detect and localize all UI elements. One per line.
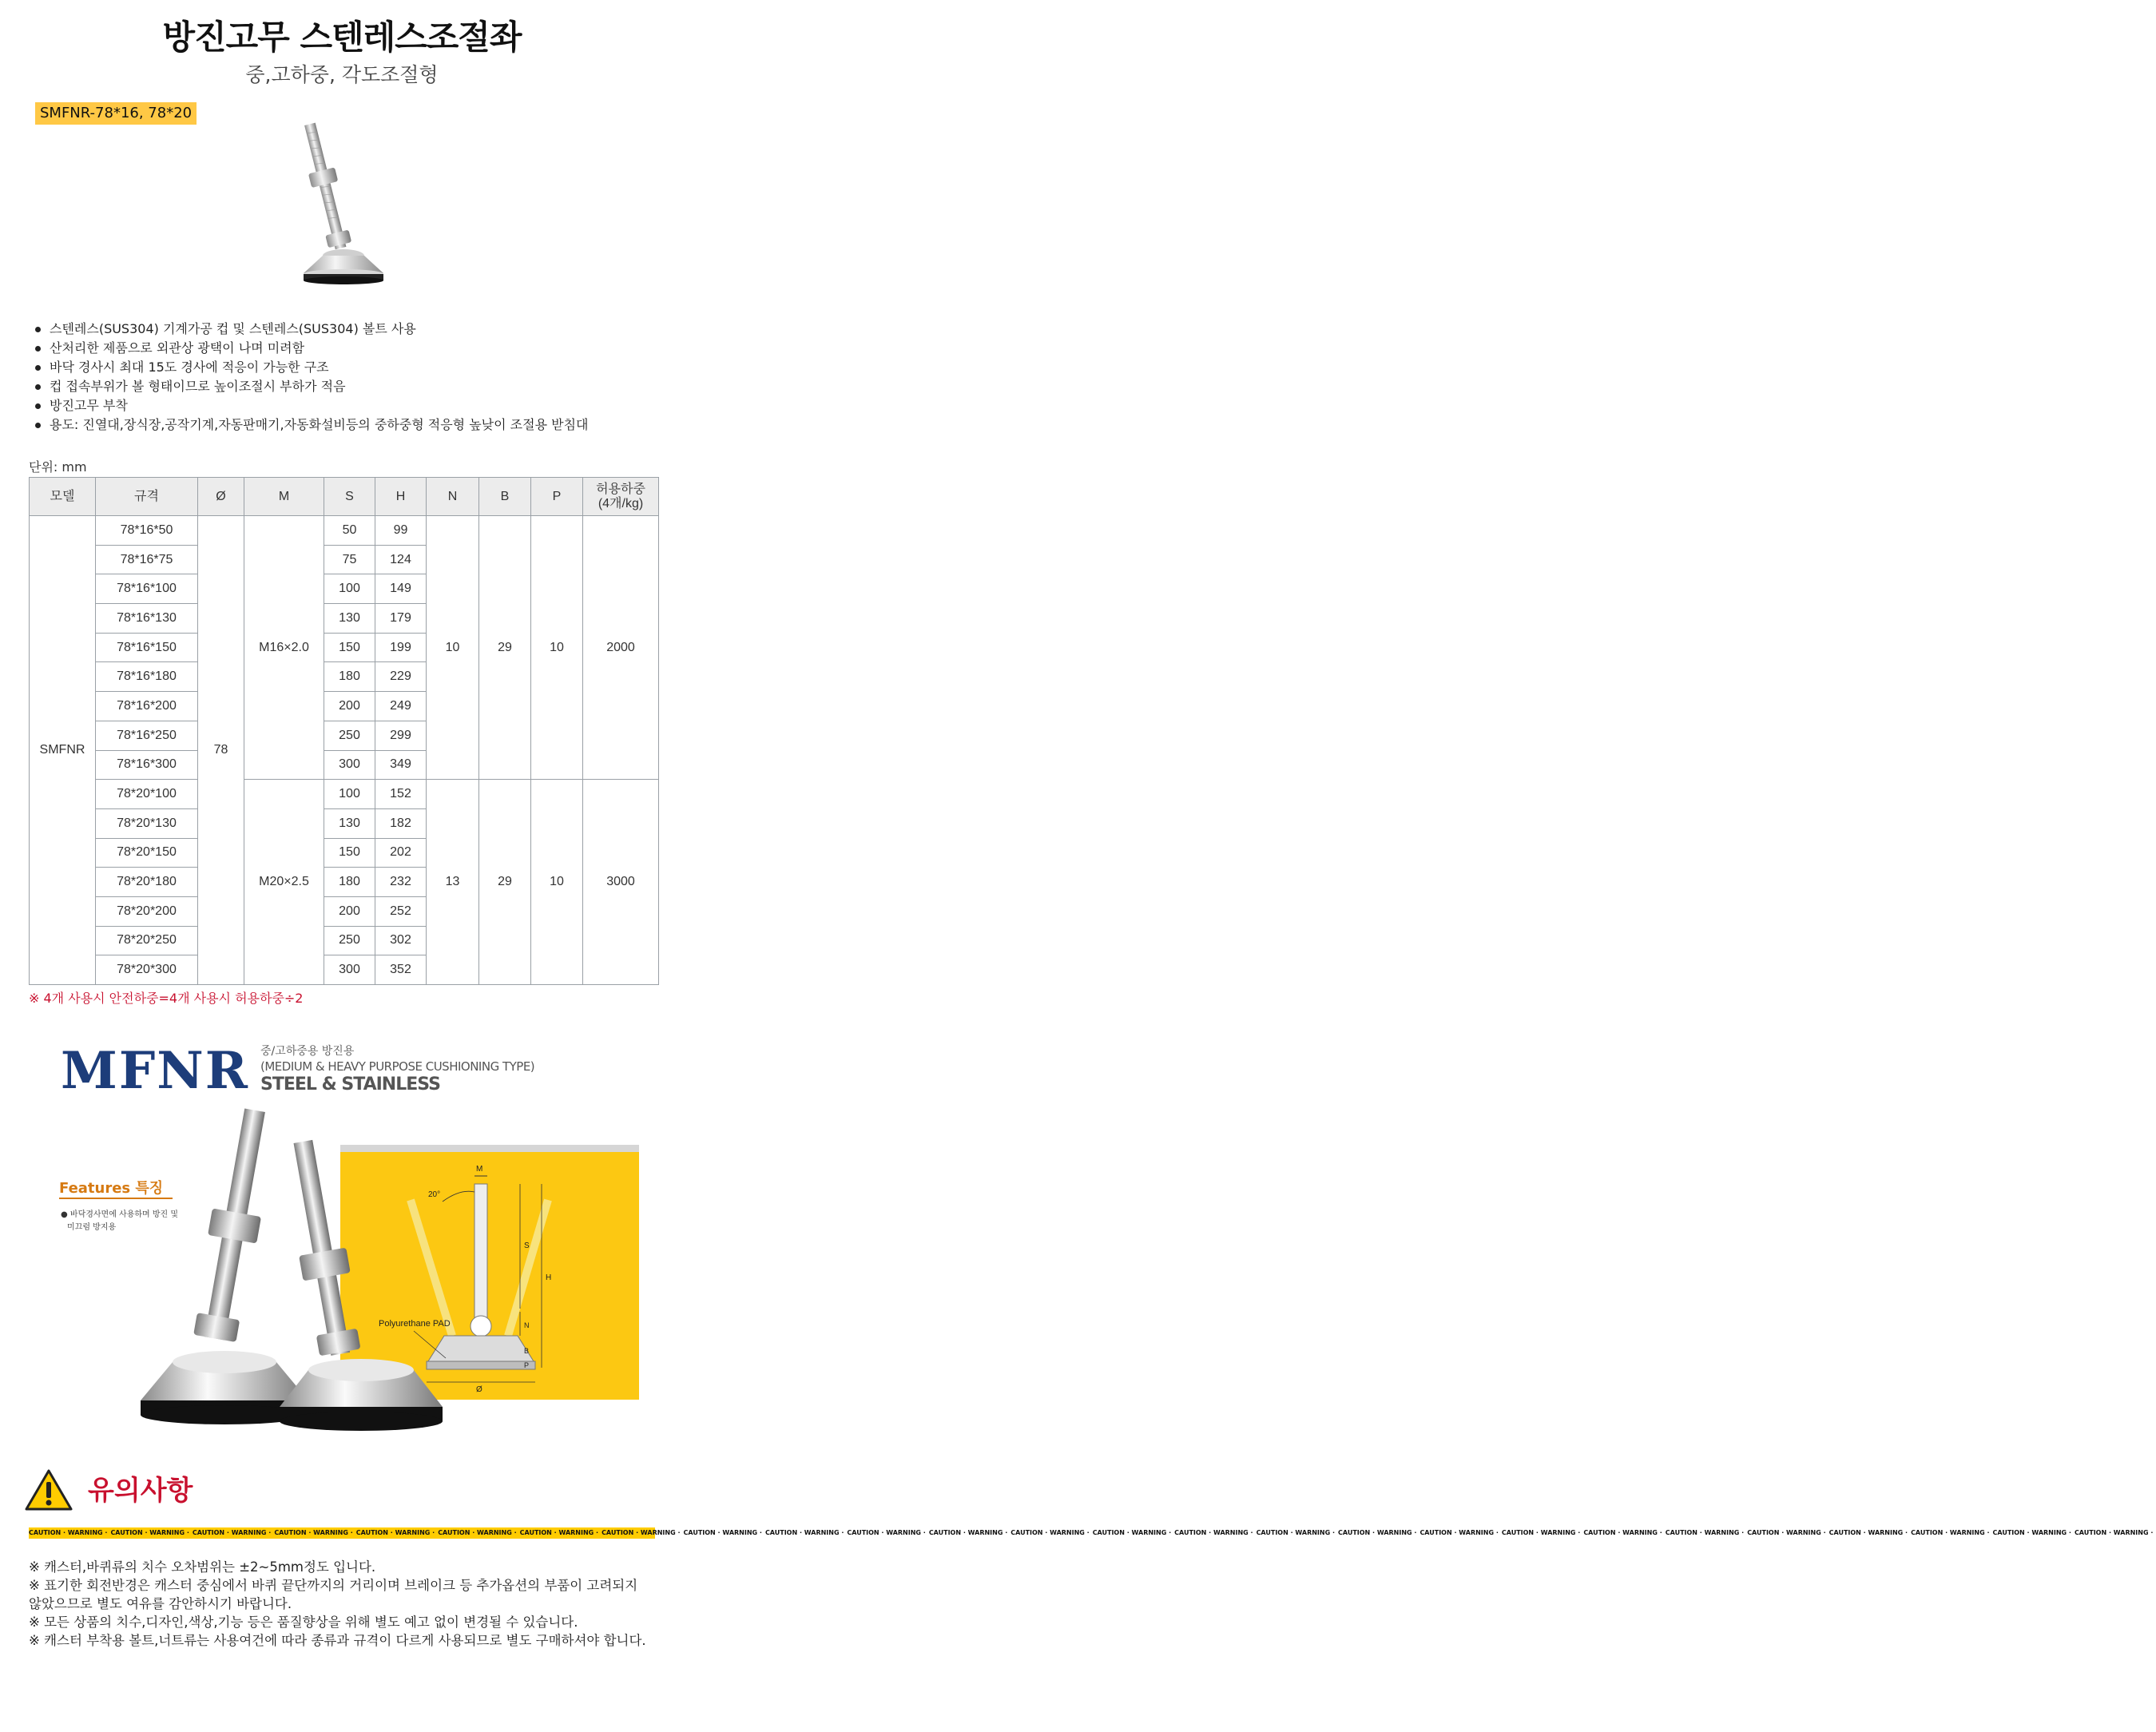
caution-strip-word: CAUTION · WARNING · xyxy=(355,1529,435,1536)
header-model: 모델 xyxy=(30,478,96,516)
cell-h: 202 xyxy=(375,838,427,868)
caution-note: ※ 모든 상품의 치수,디자인,색상,기능 등은 품질향상을 위해 별도 예고 없이 변경될 수 있습니다. xyxy=(29,1615,578,1630)
cell-spec: 78*16*50 xyxy=(96,516,198,546)
cell-spec: 78*20*250 xyxy=(96,926,198,955)
cell-s: 100 xyxy=(324,780,375,809)
cell-spec: 78*16*300 xyxy=(96,750,198,780)
cell-s: 150 xyxy=(324,838,375,868)
header-spec: 규격 xyxy=(96,478,198,516)
list-item: 산처리한 제품으로 외관상 광택이 나며 미려함 xyxy=(32,339,663,358)
cell-spec: 78*16*75 xyxy=(96,545,198,574)
caution-strip-word: CAUTION · WARNING · xyxy=(1747,1529,1826,1536)
cell-s: 150 xyxy=(324,633,375,662)
cell-spec: 78*16*130 xyxy=(96,604,198,634)
cell-b: 29 xyxy=(479,516,531,780)
header-m: M xyxy=(244,478,324,516)
cell-diameter: 78 xyxy=(198,516,244,985)
cell-h: 249 xyxy=(375,692,427,721)
cell-h: 124 xyxy=(375,545,427,574)
caution-strip-word: CAUTION · WARNING · xyxy=(764,1529,844,1536)
cell-h: 199 xyxy=(375,633,427,662)
cell-spec: 78*20*100 xyxy=(96,780,198,809)
caution-strip-word: CAUTION · WARNING · xyxy=(928,1529,1008,1536)
list-item: 방진고무 부착 xyxy=(32,396,663,415)
header-diameter: Ø xyxy=(198,478,244,516)
cell-spec: 78*16*200 xyxy=(96,692,198,721)
header-b: B xyxy=(479,478,531,516)
features-title: Features 특징 xyxy=(59,1180,164,1197)
header-p: P xyxy=(531,478,583,516)
caution-note: ※ 캐스터 부착용 볼트,너트류는 사용여건에 따라 종류과 규격이 다르게 사용되므로 별도 구매하셔야 합니다. xyxy=(29,1633,646,1648)
feature-list xyxy=(32,320,663,435)
cell-spec: 78*20*200 xyxy=(96,896,198,926)
table-header-row xyxy=(30,478,659,516)
caution-strip-word: CAUTION · WARNING · xyxy=(1338,1529,1417,1536)
safety-note: ※ 4개 사용시 안전하중=4개 사용시 허용하중÷2 xyxy=(29,991,304,1006)
cell-spec: 78*16*250 xyxy=(96,721,198,750)
caution-strip-word: CAUTION · WARNING · xyxy=(1828,1529,1908,1536)
caution-strip-word: CAUTION · WARNING · xyxy=(1092,1529,1172,1536)
cell-spec: 78*20*300 xyxy=(96,955,198,985)
caution-strip-word: CAUTION · WARNING · xyxy=(1665,1529,1745,1536)
caution-note: ※ 캐스터,바퀴류의 치수 오차범위는 ±2~5mm정도 입니다. xyxy=(29,1559,376,1575)
cell-spec: 78*20*130 xyxy=(96,808,198,838)
dim-b-label: B xyxy=(524,1347,530,1355)
cell-m: M16×2.0 xyxy=(244,516,324,780)
product-banner xyxy=(29,1027,655,1442)
cell-model: SMFNR xyxy=(30,516,96,985)
cell-h: 182 xyxy=(375,808,427,838)
header-h: H xyxy=(375,478,427,516)
cell-s: 75 xyxy=(324,545,375,574)
cell-h: 229 xyxy=(375,662,427,692)
cell-s: 180 xyxy=(324,868,375,897)
model-tag: SMFNR-78*16, 78*20 xyxy=(35,102,197,125)
list-item: 용도: 진열대,장식장,공작기계,자동판매기,자동화설비등의 중하중형 적응형 높낮이 조절용 받침대 xyxy=(32,415,663,435)
brand-subtitle-en: (MEDIUM & HEAVY PURPOSE CUSHIONING TYPE) xyxy=(260,1059,535,1074)
cell-spec: 78*16*100 xyxy=(96,574,198,604)
caution-strip-word: CAUTION · WARNING · xyxy=(1256,1529,1335,1536)
caution-strip-word: CAUTION · WARNING · xyxy=(1419,1529,1499,1536)
caution-strip-word: CAUTION · WARNING · xyxy=(1501,1529,1581,1536)
cell-h: 99 xyxy=(375,516,427,546)
caution-strip-word: CAUTION · WARNING · xyxy=(847,1529,926,1536)
caution-strip-word: CAUTION · WARNING · xyxy=(683,1529,762,1536)
caution-strip-word: CAUTION · WARNING · xyxy=(1992,1529,2071,1536)
cell-spec: 78*20*180 xyxy=(96,868,198,897)
unit-label: 단위: mm xyxy=(29,459,87,475)
cell-h: 252 xyxy=(375,896,427,926)
features-text-line: 미끄럼 방지용 xyxy=(67,1223,117,1232)
caution-strip-word: CAUTION · WARNING · xyxy=(274,1529,353,1536)
cell-b: 29 xyxy=(479,780,531,985)
cell-spec: 78*16*180 xyxy=(96,662,198,692)
table-row xyxy=(30,516,659,546)
cell-s: 200 xyxy=(324,896,375,926)
dim-diameter-label: Ø xyxy=(476,1385,482,1394)
cell-s: 130 xyxy=(324,604,375,634)
spec-table xyxy=(29,477,659,985)
caution-strip-word: CAUTION · WARNING · xyxy=(519,1529,599,1536)
brand-logo: MFNR xyxy=(61,1041,249,1101)
cell-spec: 78*20*150 xyxy=(96,838,198,868)
caution-strip-word: CAUTION · WARNING · xyxy=(29,1529,108,1536)
list-item: 스텐레스(SUS304) 기계가공 컵 및 스텐레스(SUS304) 볼트 사용 xyxy=(32,320,663,339)
dim-angle-label: 20° xyxy=(428,1190,441,1199)
header-s: S xyxy=(324,478,375,516)
table-row xyxy=(30,780,659,809)
cell-s: 200 xyxy=(324,692,375,721)
features-text-line: ● 바닥경사면에 사용하며 방진 및 xyxy=(61,1210,179,1219)
caution-strip-word: CAUTION · WARNING · xyxy=(1911,1529,1990,1536)
cell-h: 302 xyxy=(375,926,427,955)
cell-h: 152 xyxy=(375,780,427,809)
cell-h: 352 xyxy=(375,955,427,985)
cell-n: 13 xyxy=(427,780,479,985)
caution-strip-word: CAUTION · WARNING · xyxy=(1011,1529,1090,1536)
cell-spec: 78*16*150 xyxy=(96,633,198,662)
cell-h: 179 xyxy=(375,604,427,634)
cell-h: 299 xyxy=(375,721,427,750)
cell-s: 130 xyxy=(324,808,375,838)
cell-load: 3000 xyxy=(583,780,659,985)
caution-strip-word: CAUTION · WARNING · xyxy=(438,1529,517,1536)
cell-p: 10 xyxy=(531,780,583,985)
caution-notes xyxy=(29,1558,652,1650)
cell-h: 149 xyxy=(375,574,427,604)
caution-strip-word: CAUTION · WARNING · xyxy=(192,1529,272,1536)
header-n: N xyxy=(427,478,479,516)
list-item: 바닥 경사시 최대 15도 경사에 적응이 가능한 구조 xyxy=(32,358,663,377)
cell-h: 349 xyxy=(375,750,427,780)
page-title: 방진고무 스텐레스조절좌 xyxy=(162,18,522,57)
cell-n: 10 xyxy=(427,516,479,780)
brand-material: STEEL & STAINLESS xyxy=(260,1075,440,1094)
pad-label: Polyurethane PAD xyxy=(379,1319,451,1329)
cell-s: 250 xyxy=(324,721,375,750)
caution-strip-word: CAUTION · WARNING · xyxy=(1583,1529,1662,1536)
caution-strip-word: CAUTION · WARNING · xyxy=(1174,1529,1253,1536)
warning-triangle-icon xyxy=(24,1468,73,1512)
cell-h: 232 xyxy=(375,868,427,897)
caution-strip-word: CAUTION · WARNING · xyxy=(2074,1529,2154,1536)
cell-p: 10 xyxy=(531,516,583,780)
dim-m-label: M xyxy=(476,1165,483,1174)
dim-p-label: P xyxy=(524,1361,530,1369)
cell-s: 300 xyxy=(324,750,375,780)
cell-s: 300 xyxy=(324,955,375,985)
dim-h-label: H xyxy=(546,1273,552,1282)
dim-s-label: S xyxy=(524,1241,530,1250)
caution-strip-word: CAUTION · WARNING · xyxy=(602,1529,681,1536)
cell-load: 2000 xyxy=(583,516,659,780)
cell-m: M20×2.5 xyxy=(244,780,324,985)
cell-s: 180 xyxy=(324,662,375,692)
caution-strip-word: CAUTION · WARNING · xyxy=(110,1529,189,1536)
page-subtitle: 중,고하중, 각도조절형 xyxy=(245,63,439,86)
leveling-foot-photo xyxy=(109,1106,476,1442)
caution-title: 유의사항 xyxy=(88,1475,193,1507)
cell-s: 250 xyxy=(324,926,375,955)
header-load: 허용하중 (4개/kg) xyxy=(583,478,659,516)
cell-s: 100 xyxy=(324,574,375,604)
leveling-foot-photo xyxy=(272,120,431,288)
list-item: 컵 접속부위가 볼 형태이므로 높이조절시 부하가 적음 xyxy=(32,377,663,396)
caution-note: ※ 표기한 회전반경은 캐스터 중심에서 바퀴 끝단까지의 거리이며 브레이크 등 추가옵션의 부품이 고려되지 않았으므로 별도 여유를 감안하시기 바랍니다. xyxy=(29,1578,638,1611)
caution-strip xyxy=(29,1527,2154,1539)
brand-subtitle-ko: 중/고하중용 방진용 xyxy=(260,1045,355,1058)
dim-n-label: N xyxy=(524,1321,530,1329)
cell-s: 50 xyxy=(324,516,375,546)
